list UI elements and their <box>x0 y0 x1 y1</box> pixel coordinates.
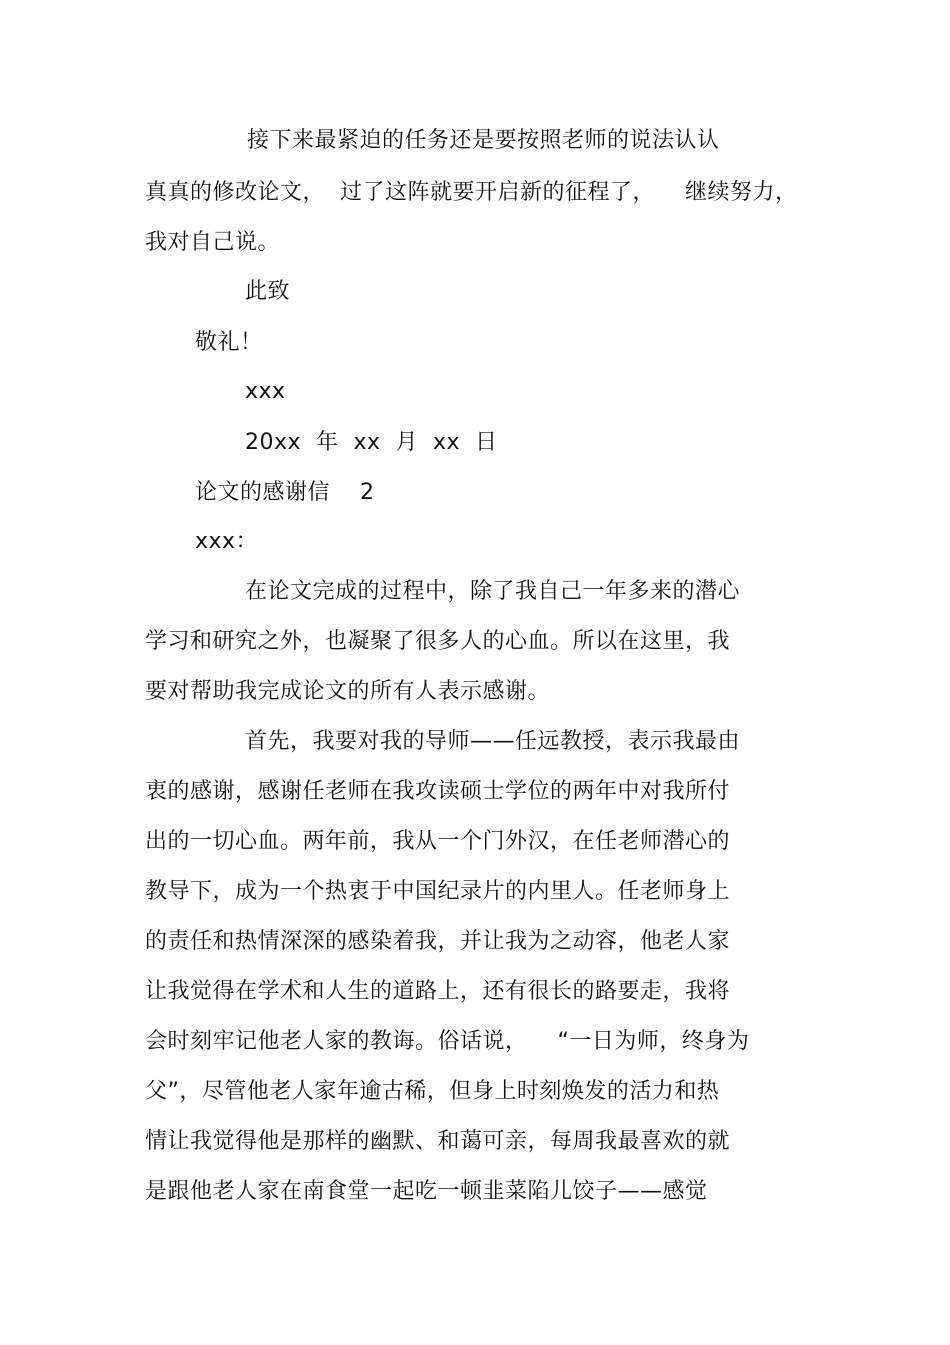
paragraph-line: 教导下，成为一个热衷于中国纪录片的内里人。任老师身上 <box>145 879 731 904</box>
paragraph-line: 的责任和热情深深的感染着我，并让我为之动容，他老人家 <box>145 929 731 954</box>
paragraph-line: 首先，我要对我的导师——任远教授，表示我最由 <box>245 729 741 754</box>
paragraph-line: 要对帮助我完成论文的所有人表示感谢。 <box>145 679 551 704</box>
paragraph-line: 出的一切心血。两年前，我从一个门外汉，在任老师潜心的 <box>145 829 731 854</box>
paragraph-line: 学习和研究之外，也凝聚了很多人的心血。所以在这里，我 <box>145 629 731 654</box>
signature-name: xxx <box>245 379 286 404</box>
paragraph-line: 在论文完成的过程中，除了我自己一年多来的潜心 <box>245 579 741 604</box>
section-title: 论文的感谢信 2 <box>195 480 375 505</box>
paragraph-line: 接下来最紧迫的任务还是要按照老师的说法认认 <box>247 128 720 153</box>
paragraph-line: 我对自己说。 <box>145 230 281 255</box>
closing-phrase: 此致 <box>245 279 291 304</box>
paragraph-line: 情让我觉得他是那样的幽默、和蔼可亲，每周我最喜欢的就 <box>145 1129 731 1154</box>
paragraph-line: 会时刻牢记他老人家的教诲。俗话说， “一日为师，终身为 <box>145 1029 750 1054</box>
paragraph-line: 父”，尽管他老人家年逾古稀，但身上时刻焕发的活力和热 <box>145 1079 720 1104</box>
paragraph-line: 真真的修改论文， 过了这阵就要开启新的征程了， 继续努力， <box>145 180 798 205</box>
paragraph-line: 衷的感谢，感谢任老师在我攻读硕士学位的两年中对我所付 <box>145 779 731 804</box>
signature-date: 20xx 年 xx 月 xx 日 <box>245 430 498 455</box>
paragraph-line: 让我觉得在学术和人生的道路上，还有很长的路要走，我将 <box>145 979 731 1004</box>
paragraph-line: 是跟他老人家在南食堂一起吃一顿韭菜陷儿饺子——感觉 <box>145 1179 708 1204</box>
salutation: 敬礼！ <box>195 330 263 355</box>
recipient: xxx： <box>195 529 259 554</box>
